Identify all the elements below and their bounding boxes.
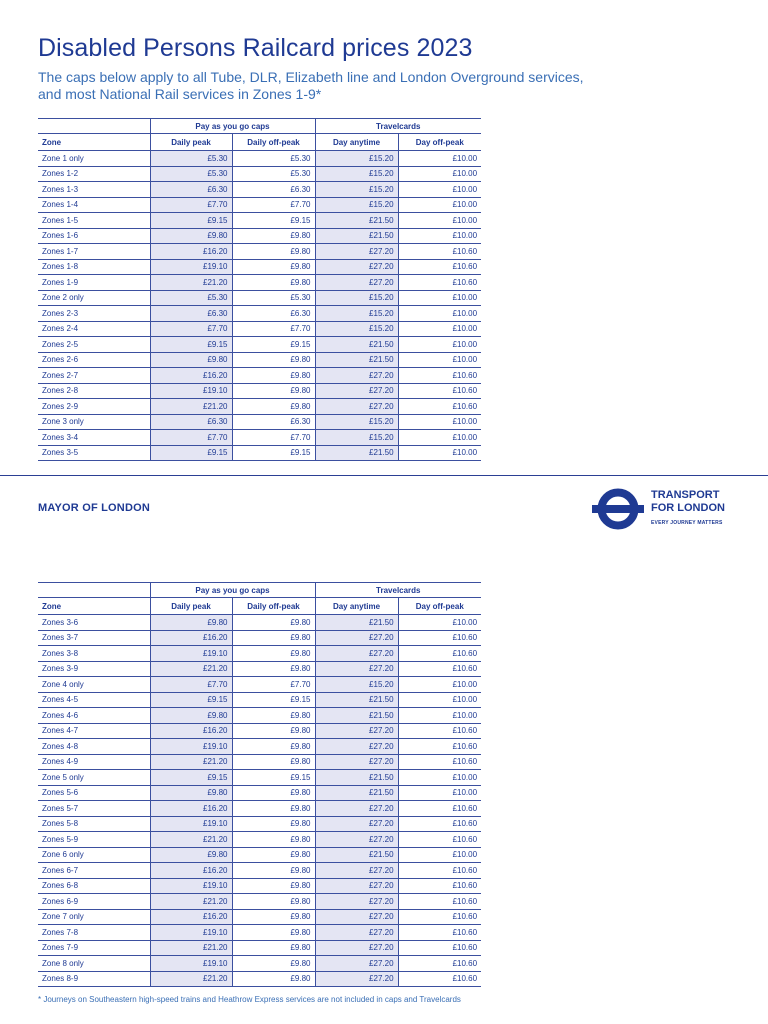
daily-offpeak-cell: £9.80 xyxy=(232,368,315,384)
daily-peak-cell: £9.15 xyxy=(150,692,232,708)
daily-peak-cell: £5.30 xyxy=(150,290,232,306)
zone-cell: Zones 8-9 xyxy=(38,971,150,987)
fares-table-1 xyxy=(38,118,481,461)
daily-offpeak-cell: £6.30 xyxy=(232,306,315,322)
day-anytime-column-header: Day anytime xyxy=(315,598,398,615)
daily-offpeak-cell: £9.80 xyxy=(232,801,315,817)
day-offpeak-cell: £10.60 xyxy=(398,739,481,755)
daily-peak-cell: £7.70 xyxy=(150,197,232,213)
day-anytime-cell: £27.20 xyxy=(315,863,398,879)
zone-cell: Zones 5-8 xyxy=(38,816,150,832)
table-column-header-row xyxy=(38,134,481,151)
day-offpeak-cell: £10.00 xyxy=(398,445,481,461)
day-anytime-cell: £15.20 xyxy=(315,306,398,322)
daily-peak-cell: £21.20 xyxy=(150,971,232,987)
day-offpeak-cell: £10.60 xyxy=(398,863,481,879)
zone-cell: Zones 3-7 xyxy=(38,630,150,646)
daily-peak-cell: £16.20 xyxy=(150,723,232,739)
day-anytime-cell: £27.20 xyxy=(315,801,398,817)
day-offpeak-cell: £10.60 xyxy=(398,801,481,817)
day-offpeak-cell: £10.00 xyxy=(398,306,481,322)
zone-cell: Zones 2-7 xyxy=(38,368,150,384)
day-offpeak-cell: £10.00 xyxy=(398,615,481,631)
daily-offpeak-cell: £9.80 xyxy=(232,956,315,972)
day-anytime-cell: £27.20 xyxy=(315,646,398,662)
zone-cell: Zones 5-7 xyxy=(38,801,150,817)
daily-offpeak-cell: £9.80 xyxy=(232,832,315,848)
table-row xyxy=(38,306,481,322)
table-row xyxy=(38,816,481,832)
table-row xyxy=(38,414,481,430)
zone-cell: Zones 3-8 xyxy=(38,646,150,662)
daily-offpeak-cell: £6.30 xyxy=(232,182,315,198)
zone-cell: Zones 1-7 xyxy=(38,244,150,260)
daily-offpeak-cell: £9.15 xyxy=(232,692,315,708)
daily-peak-cell: £9.80 xyxy=(150,228,232,244)
daily-peak-cell: £7.70 xyxy=(150,321,232,337)
table-row xyxy=(38,739,481,755)
daily-peak-cell: £9.15 xyxy=(150,213,232,229)
day-offpeak-cell: £10.00 xyxy=(398,692,481,708)
day-offpeak-cell: £10.60 xyxy=(398,878,481,894)
day-anytime-cell: £15.20 xyxy=(315,166,398,182)
daily-offpeak-cell: £5.30 xyxy=(232,151,315,167)
daily-peak-cell: £19.10 xyxy=(150,878,232,894)
daily-offpeak-cell: £9.15 xyxy=(232,445,315,461)
daily-offpeak-column-header: Daily off-peak xyxy=(232,598,315,615)
day-offpeak-cell: £10.60 xyxy=(398,909,481,925)
zone-column-header: Zone xyxy=(38,598,150,615)
daily-peak-cell: £19.10 xyxy=(150,956,232,972)
day-offpeak-cell: £10.00 xyxy=(398,708,481,724)
table-row xyxy=(38,692,481,708)
day-offpeak-cell: £10.00 xyxy=(398,182,481,198)
day-anytime-cell: £27.20 xyxy=(315,909,398,925)
daily-offpeak-cell: £9.80 xyxy=(232,708,315,724)
day-anytime-cell: £27.20 xyxy=(315,739,398,755)
zone-cell: Zones 4-9 xyxy=(38,754,150,770)
day-offpeak-cell: £10.60 xyxy=(398,832,481,848)
table-row xyxy=(38,723,481,739)
zone-cell: Zones 1-5 xyxy=(38,213,150,229)
daily-offpeak-cell: £7.70 xyxy=(232,430,315,446)
table-row xyxy=(38,661,481,677)
empty-header-cell xyxy=(38,119,150,134)
day-offpeak-cell: £10.00 xyxy=(398,151,481,167)
fares-table-1-body xyxy=(38,151,481,461)
zone-cell: Zones 6-7 xyxy=(38,863,150,879)
daily-peak-cell: £16.20 xyxy=(150,863,232,879)
zone-cell: Zone 4 only xyxy=(38,677,150,693)
day-offpeak-cell: £10.60 xyxy=(398,259,481,275)
day-anytime-cell: £21.50 xyxy=(315,785,398,801)
table-row xyxy=(38,847,481,863)
daily-peak-cell: £21.20 xyxy=(150,894,232,910)
table-row xyxy=(38,878,481,894)
daily-offpeak-cell: £9.80 xyxy=(232,739,315,755)
zone-cell: Zones 3-9 xyxy=(38,661,150,677)
daily-offpeak-cell: £9.80 xyxy=(232,615,315,631)
payg-caps-header: Pay as you go caps xyxy=(150,583,315,598)
table-row xyxy=(38,213,481,229)
day-anytime-column-header: Day anytime xyxy=(315,134,398,151)
day-anytime-cell: £21.50 xyxy=(315,228,398,244)
footnote: * Journeys on Southeastern high-speed trains and Heathrow Express services are not included in caps and Travelcards xyxy=(38,995,461,1004)
day-anytime-cell: £27.20 xyxy=(315,399,398,415)
zone-cell: Zones 4-6 xyxy=(38,708,150,724)
daily-offpeak-cell: £9.80 xyxy=(232,723,315,739)
daily-peak-cell: £5.30 xyxy=(150,166,232,182)
daily-offpeak-cell: £9.80 xyxy=(232,816,315,832)
day-offpeak-cell: £10.60 xyxy=(398,894,481,910)
table-row xyxy=(38,182,481,198)
table-row xyxy=(38,863,481,879)
zone-cell: Zones 1-8 xyxy=(38,259,150,275)
table-row xyxy=(38,337,481,353)
daily-peak-cell: £19.10 xyxy=(150,739,232,755)
day-offpeak-cell: £10.00 xyxy=(398,677,481,693)
day-anytime-cell: £15.20 xyxy=(315,197,398,213)
page-title: Disabled Persons Railcard prices 2023 xyxy=(38,34,473,62)
table-row xyxy=(38,290,481,306)
day-offpeak-cell: £10.60 xyxy=(398,383,481,399)
daily-peak-cell: £9.15 xyxy=(150,445,232,461)
table-row xyxy=(38,244,481,260)
table-row xyxy=(38,228,481,244)
table-column-header-row xyxy=(38,598,481,615)
day-anytime-cell: £21.50 xyxy=(315,692,398,708)
daily-peak-cell: £9.80 xyxy=(150,847,232,863)
day-anytime-cell: £15.20 xyxy=(315,182,398,198)
daily-offpeak-cell: £9.80 xyxy=(232,228,315,244)
day-anytime-cell: £27.20 xyxy=(315,275,398,291)
table-row xyxy=(38,801,481,817)
zone-cell: Zones 2-9 xyxy=(38,399,150,415)
day-anytime-cell: £21.50 xyxy=(315,708,398,724)
day-anytime-cell: £27.20 xyxy=(315,925,398,941)
daily-offpeak-cell: £9.80 xyxy=(232,847,315,863)
table-group-header-row xyxy=(38,119,481,134)
zone-cell: Zones 6-9 xyxy=(38,894,150,910)
zone-cell: Zones 1-9 xyxy=(38,275,150,291)
tfl-wordmark-line2: FOR LONDON xyxy=(651,502,725,514)
day-offpeak-cell: £10.60 xyxy=(398,399,481,415)
daily-peak-cell: £16.20 xyxy=(150,368,232,384)
roundel-icon xyxy=(592,487,644,531)
daily-offpeak-cell: £9.80 xyxy=(232,894,315,910)
daily-peak-column-header: Daily peak xyxy=(150,598,232,615)
table-row xyxy=(38,770,481,786)
day-offpeak-cell: £10.60 xyxy=(398,940,481,956)
day-offpeak-cell: £10.00 xyxy=(398,352,481,368)
day-anytime-cell: £21.50 xyxy=(315,213,398,229)
daily-offpeak-cell: £9.80 xyxy=(232,630,315,646)
daily-offpeak-cell: £7.70 xyxy=(232,677,315,693)
daily-peak-cell: £19.10 xyxy=(150,925,232,941)
daily-peak-cell: £16.20 xyxy=(150,909,232,925)
day-offpeak-cell: £10.00 xyxy=(398,770,481,786)
day-offpeak-cell: £10.00 xyxy=(398,197,481,213)
daily-offpeak-cell: £9.15 xyxy=(232,213,315,229)
zone-cell: Zones 2-8 xyxy=(38,383,150,399)
daily-peak-cell: £5.30 xyxy=(150,151,232,167)
day-anytime-cell: £15.20 xyxy=(315,290,398,306)
daily-offpeak-cell: £9.80 xyxy=(232,275,315,291)
table-row xyxy=(38,630,481,646)
day-offpeak-cell: £10.60 xyxy=(398,754,481,770)
daily-offpeak-cell: £7.70 xyxy=(232,197,315,213)
day-anytime-cell: £27.20 xyxy=(315,754,398,770)
zone-cell: Zone 1 only xyxy=(38,151,150,167)
day-offpeak-cell: £10.60 xyxy=(398,646,481,662)
day-offpeak-cell: £10.00 xyxy=(398,414,481,430)
day-anytime-cell: £27.20 xyxy=(315,661,398,677)
day-anytime-cell: £27.20 xyxy=(315,878,398,894)
daily-offpeak-column-header: Daily off-peak xyxy=(232,134,315,151)
day-offpeak-cell: £10.60 xyxy=(398,244,481,260)
zone-cell: Zones 1-2 xyxy=(38,166,150,182)
day-anytime-cell: £27.20 xyxy=(315,244,398,260)
daily-peak-cell: £21.20 xyxy=(150,399,232,415)
table-row xyxy=(38,151,481,167)
day-anytime-cell: £27.20 xyxy=(315,723,398,739)
daily-offpeak-cell: £9.80 xyxy=(232,352,315,368)
day-offpeak-cell: £10.60 xyxy=(398,925,481,941)
table-row xyxy=(38,940,481,956)
daily-offpeak-cell: £9.15 xyxy=(232,770,315,786)
day-anytime-cell: £21.50 xyxy=(315,337,398,353)
daily-offpeak-cell: £9.80 xyxy=(232,940,315,956)
daily-offpeak-cell: £9.80 xyxy=(232,661,315,677)
day-anytime-cell: £27.20 xyxy=(315,816,398,832)
day-anytime-cell: £27.20 xyxy=(315,894,398,910)
zone-cell: Zones 2-6 xyxy=(38,352,150,368)
empty-header-cell xyxy=(38,583,150,598)
daily-peak-cell: £9.80 xyxy=(150,352,232,368)
zone-cell: Zones 1-6 xyxy=(38,228,150,244)
zone-cell: Zones 5-6 xyxy=(38,785,150,801)
day-anytime-cell: £27.20 xyxy=(315,971,398,987)
daily-peak-cell: £21.20 xyxy=(150,275,232,291)
daily-offpeak-cell: £9.80 xyxy=(232,785,315,801)
daily-peak-cell: £6.30 xyxy=(150,182,232,198)
daily-peak-cell: £19.10 xyxy=(150,646,232,662)
zone-cell: Zone 8 only xyxy=(38,956,150,972)
daily-offpeak-cell: £9.80 xyxy=(232,971,315,987)
zone-cell: Zones 1-3 xyxy=(38,182,150,198)
daily-peak-cell: £7.70 xyxy=(150,677,232,693)
day-anytime-cell: £21.50 xyxy=(315,770,398,786)
daily-offpeak-cell: £9.80 xyxy=(232,925,315,941)
daily-peak-cell: £21.20 xyxy=(150,940,232,956)
zone-cell: Zones 6-8 xyxy=(38,878,150,894)
daily-peak-cell: £16.20 xyxy=(150,801,232,817)
tfl-wordmark xyxy=(651,489,725,515)
day-offpeak-cell: £10.60 xyxy=(398,661,481,677)
table-row xyxy=(38,445,481,461)
daily-peak-cell: £9.15 xyxy=(150,337,232,353)
day-offpeak-cell: £10.60 xyxy=(398,956,481,972)
daily-peak-cell: £19.10 xyxy=(150,259,232,275)
table-row xyxy=(38,708,481,724)
day-anytime-cell: £27.20 xyxy=(315,956,398,972)
table-row xyxy=(38,971,481,987)
travelcards-header: Travelcards xyxy=(315,583,481,598)
day-anytime-cell: £27.20 xyxy=(315,383,398,399)
daily-peak-cell: £6.30 xyxy=(150,414,232,430)
day-offpeak-cell: £10.00 xyxy=(398,213,481,229)
table-row xyxy=(38,368,481,384)
daily-offpeak-cell: £9.80 xyxy=(232,878,315,894)
day-offpeak-cell: £10.00 xyxy=(398,228,481,244)
section-divider xyxy=(0,475,768,476)
daily-peak-cell: £19.10 xyxy=(150,383,232,399)
table-group-header-row xyxy=(38,583,481,598)
table-row xyxy=(38,383,481,399)
day-offpeak-cell: £10.60 xyxy=(398,368,481,384)
table-row xyxy=(38,646,481,662)
zone-cell: Zones 7-9 xyxy=(38,940,150,956)
day-offpeak-cell: £10.60 xyxy=(398,723,481,739)
daily-peak-cell: £9.80 xyxy=(150,615,232,631)
payg-caps-header: Pay as you go caps xyxy=(150,119,315,134)
daily-offpeak-cell: £9.80 xyxy=(232,259,315,275)
zone-cell: Zone 3 only xyxy=(38,414,150,430)
daily-peak-cell: £21.20 xyxy=(150,832,232,848)
zone-cell: Zones 3-6 xyxy=(38,615,150,631)
daily-offpeak-cell: £9.80 xyxy=(232,244,315,260)
table-row xyxy=(38,166,481,182)
day-anytime-cell: £21.50 xyxy=(315,615,398,631)
table-row xyxy=(38,785,481,801)
zone-cell: Zone 7 only xyxy=(38,909,150,925)
table-row xyxy=(38,352,481,368)
daily-offpeak-cell: £9.80 xyxy=(232,754,315,770)
table-row xyxy=(38,399,481,415)
day-offpeak-cell: £10.60 xyxy=(398,275,481,291)
travelcards-header: Travelcards xyxy=(315,119,481,134)
daily-peak-cell: £16.20 xyxy=(150,244,232,260)
day-offpeak-cell: £10.60 xyxy=(398,971,481,987)
tfl-strapline: EVERY JOURNEY MATTERS xyxy=(651,520,723,526)
day-offpeak-cell: £10.60 xyxy=(398,630,481,646)
day-offpeak-cell: £10.00 xyxy=(398,290,481,306)
fares-table-2 xyxy=(38,582,481,987)
zone-cell: Zones 2-4 xyxy=(38,321,150,337)
day-anytime-cell: £15.20 xyxy=(315,414,398,430)
mayor-of-london-logo: MAYOR OF LONDON xyxy=(38,502,150,514)
table-row xyxy=(38,894,481,910)
daily-peak-cell: £21.20 xyxy=(150,754,232,770)
daily-offpeak-cell: £9.15 xyxy=(232,337,315,353)
table-row xyxy=(38,677,481,693)
daily-peak-cell: £16.20 xyxy=(150,630,232,646)
table-row xyxy=(38,275,481,291)
day-anytime-cell: £27.20 xyxy=(315,259,398,275)
day-offpeak-column-header: Day off-peak xyxy=(398,134,481,151)
day-offpeak-column-header: Day off-peak xyxy=(398,598,481,615)
zone-cell: Zones 4-7 xyxy=(38,723,150,739)
day-anytime-cell: £27.20 xyxy=(315,940,398,956)
zone-cell: Zone 6 only xyxy=(38,847,150,863)
daily-offpeak-cell: £5.30 xyxy=(232,290,315,306)
table-row xyxy=(38,321,481,337)
daily-offpeak-cell: £9.80 xyxy=(232,863,315,879)
day-anytime-cell: £21.50 xyxy=(315,352,398,368)
daily-peak-cell: £9.80 xyxy=(150,785,232,801)
zone-cell: Zones 5-9 xyxy=(38,832,150,848)
fares-table-2-body xyxy=(38,615,481,987)
zone-cell: Zones 2-3 xyxy=(38,306,150,322)
zone-cell: Zones 7-8 xyxy=(38,925,150,941)
day-offpeak-cell: £10.00 xyxy=(398,785,481,801)
table-row xyxy=(38,956,481,972)
day-anytime-cell: £15.20 xyxy=(315,151,398,167)
day-anytime-cell: £21.50 xyxy=(315,847,398,863)
day-anytime-cell: £15.20 xyxy=(315,430,398,446)
tfl-wordmark-line1: TRANSPORT xyxy=(651,489,720,501)
table-row xyxy=(38,925,481,941)
day-anytime-cell: £15.20 xyxy=(315,321,398,337)
daily-offpeak-cell: £9.80 xyxy=(232,909,315,925)
zone-cell: Zones 1-4 xyxy=(38,197,150,213)
daily-offpeak-cell: £6.30 xyxy=(232,414,315,430)
zone-cell: Zones 4-8 xyxy=(38,739,150,755)
daily-peak-cell: £9.15 xyxy=(150,770,232,786)
day-anytime-cell: £21.50 xyxy=(315,445,398,461)
daily-peak-cell: £7.70 xyxy=(150,430,232,446)
daily-offpeak-cell: £9.80 xyxy=(232,383,315,399)
day-offpeak-cell: £10.00 xyxy=(398,166,481,182)
zone-cell: Zone 5 only xyxy=(38,770,150,786)
table-row xyxy=(38,259,481,275)
day-offpeak-cell: £10.60 xyxy=(398,816,481,832)
daily-peak-cell: £9.80 xyxy=(150,708,232,724)
daily-offpeak-cell: £7.70 xyxy=(232,321,315,337)
day-anytime-cell: £27.20 xyxy=(315,832,398,848)
daily-peak-cell: £19.10 xyxy=(150,816,232,832)
day-offpeak-cell: £10.00 xyxy=(398,337,481,353)
daily-peak-cell: £6.30 xyxy=(150,306,232,322)
table-row xyxy=(38,197,481,213)
day-offpeak-cell: £10.00 xyxy=(398,847,481,863)
zone-cell: Zones 3-4 xyxy=(38,430,150,446)
day-offpeak-cell: £10.00 xyxy=(398,430,481,446)
day-offpeak-cell: £10.00 xyxy=(398,321,481,337)
table-row xyxy=(38,754,481,770)
table-row xyxy=(38,430,481,446)
daily-peak-column-header: Daily peak xyxy=(150,134,232,151)
day-anytime-cell: £15.20 xyxy=(315,677,398,693)
zone-column-header: Zone xyxy=(38,134,150,151)
zone-cell: Zones 2-5 xyxy=(38,337,150,353)
daily-offpeak-cell: £9.80 xyxy=(232,399,315,415)
daily-offpeak-cell: £5.30 xyxy=(232,166,315,182)
day-anytime-cell: £27.20 xyxy=(315,630,398,646)
daily-offpeak-cell: £9.80 xyxy=(232,646,315,662)
zone-cell: Zones 4-5 xyxy=(38,692,150,708)
page-subtitle: The caps below apply to all Tube, DLR, Elizabeth line and London Overground services, and most National Rail services in Zones 1-9* xyxy=(38,69,584,102)
zone-cell: Zone 2 only xyxy=(38,290,150,306)
daily-peak-cell: £21.20 xyxy=(150,661,232,677)
table-row xyxy=(38,909,481,925)
table-row xyxy=(38,832,481,848)
day-anytime-cell: £27.20 xyxy=(315,368,398,384)
zone-cell: Zones 3-5 xyxy=(38,445,150,461)
table-row xyxy=(38,615,481,631)
